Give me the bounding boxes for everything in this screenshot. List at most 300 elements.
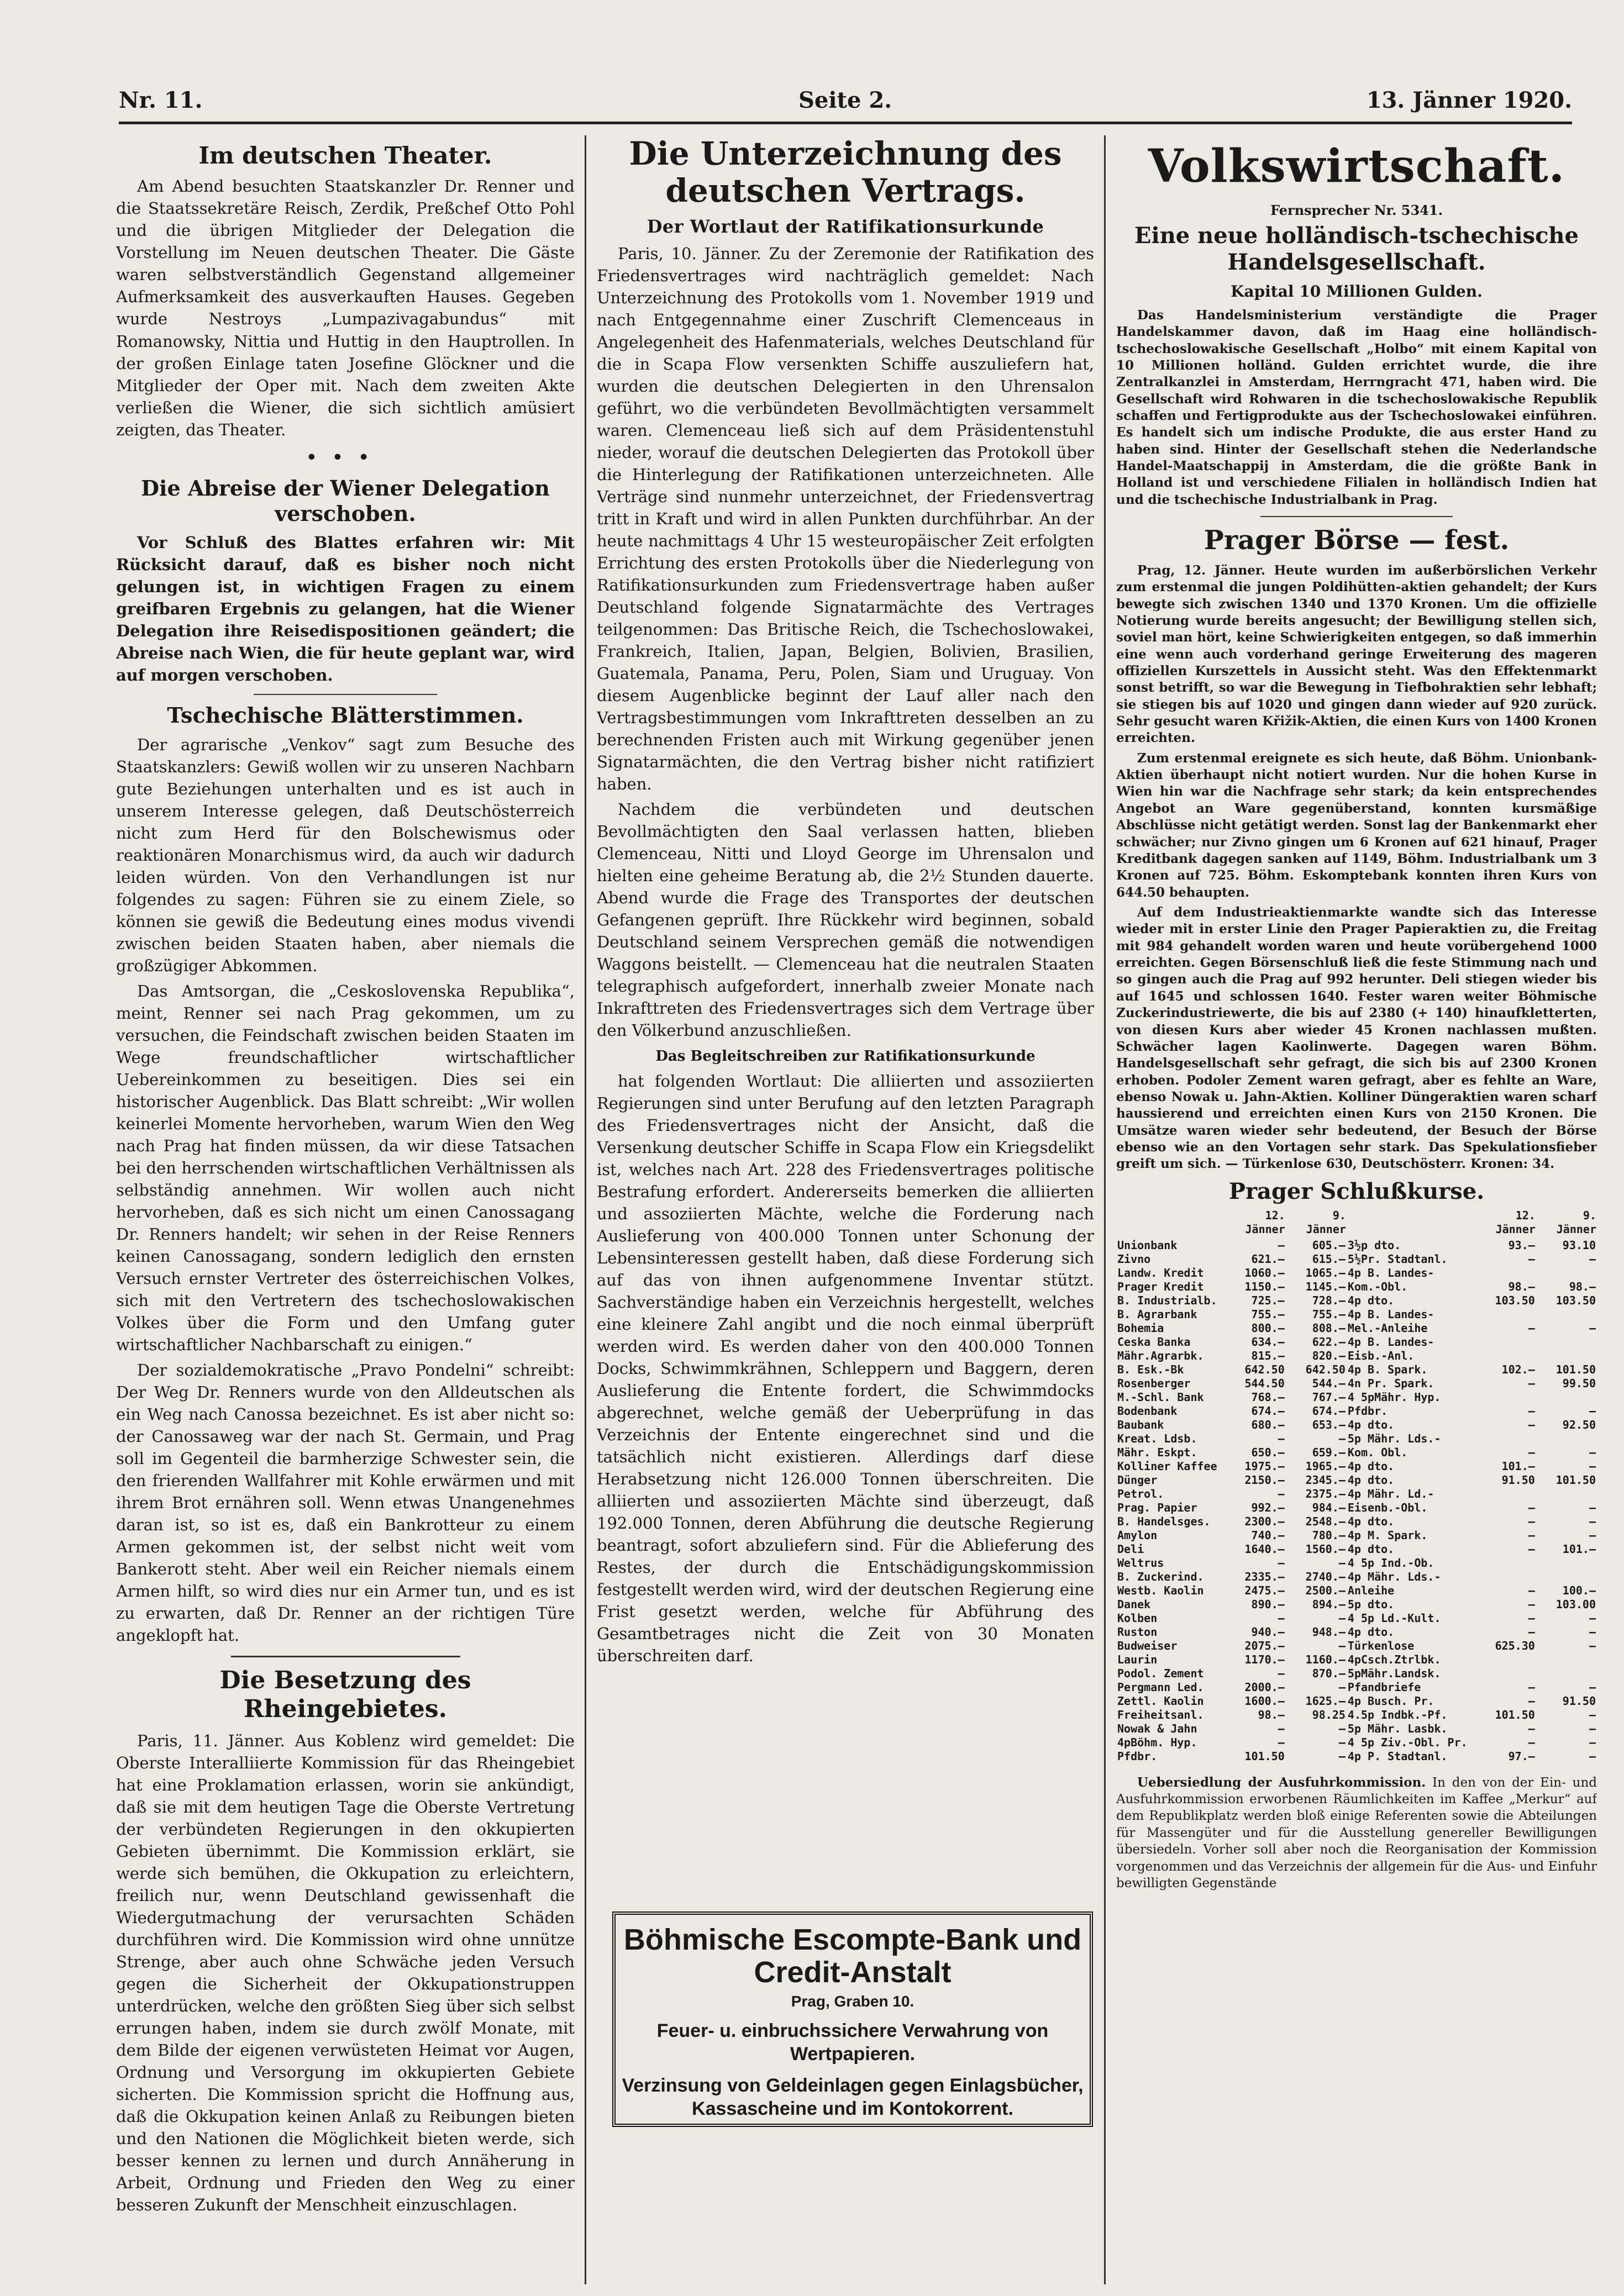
ad-bank-name: Böhmische Escompte-Bank und Credit-Anstalt (623, 1923, 1082, 1989)
table-cell: Eisenb.-Obl. (1347, 1500, 1428, 1514)
table-cell: — (1528, 1694, 1535, 1708)
table-cell: Ruston (1117, 1625, 1158, 1639)
table-cell: 890.— (1251, 1597, 1285, 1611)
column-left (116, 135, 575, 2284)
table-cell: 4p B. Landes- (1347, 1335, 1434, 1349)
table-cell: Rosenberger (1117, 1376, 1191, 1390)
table-cell: Kolben (1117, 1611, 1158, 1625)
table-cell: 101.50 (1555, 1362, 1596, 1376)
separator-dots: ••• (306, 447, 385, 467)
table-cell: Budweiser (1117, 1639, 1178, 1652)
table-cell: 755.— (1312, 1307, 1346, 1321)
table-cell: B. Industrialb. (1117, 1293, 1217, 1307)
table-cell: 4 5pMähr. Hyp. (1347, 1390, 1441, 1404)
table-cell: Pergmann Led. (1117, 1680, 1204, 1694)
table-cell: Türkenlose (1347, 1639, 1415, 1652)
article-text: Vor Schluß des Blattes erfahren wir: Mit Rücksicht darauf, daß es bisher noch nicht gelungen ist, in wichtigen Fragen zu einem greifbaren Ergebnis zu gelangen, hat die Wiener Delegation ihre Reisedispositionen geändert; die Abreise nach Wien, die für heute geplant war, wird auf morgen verschoben. (116, 533, 575, 685)
table-cell: 605.— (1312, 1238, 1346, 1252)
article-text: Zum erstenmal ereignete es sich heute, daß Böhm. Unionbank-Aktien überhaupt nicht notiert wurden. Nur die hohen Kurse in Wien hin war die Nachfrage sehr stark; da kein entsprechendes Angebot an Ware gegenüberstand, konnten kursmäßige Abschlüsse nicht getätigt werden. Sonst lag der Bankenmarkt eher schwächer; nur Zivno gingen um 6 Kronen auf 621 hinauf, Prager Kreditbank dagegen sanken auf 1149, Böhm. Industrialbank um 3 Kronen auf 725. Böhm. Eskomptebank konnten ihren Kurs von 644.50 behaupten. (1116, 750, 1597, 900)
article-title: Eine neue holländisch-tschechische Handelsgesellschaft. (1134, 223, 1579, 276)
table-row (1116, 1667, 1597, 1681)
article-text: Auf dem Industrieaktienmarkte wandte sich das Interesse wieder mit in erster Linie den Prager Papieraktien zu, die Freitag mit 984 gehandelt worden waren und heute vorübergehend 1000 erreichten. Gegen Börsenschluß ließ die feste Stimmung nach und so gingen auch die Prag auf 992 herunter. Deli stiegen wieder bis auf 1645 und schlossen 1640. Fester waren weiter Böhmische Zuckerindustriewerte, die bis auf 2380 (+ 140) hinaufkletterten, von diesen Kurs aber wieder 45 Kronen nachlassen mußten. Schwächer lagen Kaolinwerte. Dagegen waren Böhm. Handelsgesellschaft sehr gefragt, die sich bis auf 2300 Kronen erhoben. Podoler Zement waren gefragt, aber es fehlte an Ware, ebenso Nowak u. Jahn-Aktien. Kolliner Düngeraktien waren scharf haussierend und erreichten einen Kurs von 2150 Kronen. Die Umsätze waren wieder sehr bedeutend, der Besuch der Börse ebenso wie an den Vortagen sehr stark. Das Spekulationsfieber greift um sich. — Türkenlose 630, Deutschösterr. Kronen: 34. (1116, 904, 1597, 1172)
article-text: Der agrarische „Venkov“ sagt zum Besuche des Staatskanzlers: Gewiß wollen wir zu unseren Nachbarn gute Beziehungen unterhalten und es ist auch in unserem Interesse gelegen, daß Deutschösterreich nicht zum Herd für den Bolschewismus oder reaktionären Monarchismus wird, da auch wir dadurch leiden würden. Von den Verhandlungen ist nur folgendes zu sagen: Führen sie zu einem Ziele, so können sie gewiß die Bedeutung eines modus vivendi zwischen beiden Staaten haben, aber niemals die großzügiger Abkommen. (116, 735, 575, 976)
table-cell: B. Esk.-Bk (1117, 1362, 1184, 1376)
table-cell: 2375.— (1305, 1487, 1346, 1500)
table-cell: 4 5p Ziv.-Obl. Pr. (1347, 1735, 1468, 1749)
table-cell (1469, 1266, 1536, 1280)
table-cell: — (1528, 1680, 1535, 1694)
article-body: In den von der Ein- und Ausfuhrkommission erworbenen Räumlichkeiten im Kaffee „Merkur“ auf dem Republikplatz werden bloß einige Referenten sowie die Abteilungen für Massengüter und für die Ausstellung genereller Bewilligungen übersiedeln. Vorher soll aber noch die Reorganisation der Kommission vorgenommen und das Verzeichnis der allgemein für die Aus- und Einfuhr bewilligten Gegenstände (1116, 1775, 1597, 1890)
table-cell: — (1278, 1487, 1285, 1500)
table-cell: 2500.— (1305, 1583, 1346, 1597)
table-cell: 2475.— (1244, 1583, 1285, 1597)
quotes-table (1116, 1208, 1597, 1763)
table-cell: Nowak & Jahn (1117, 1721, 1197, 1735)
table-row (1116, 1625, 1597, 1639)
table-cell: 93.— (1508, 1238, 1535, 1252)
table-cell: 4p dto. (1347, 1473, 1395, 1487)
table-cell: 4 5p Ld.-Kult. (1347, 1611, 1441, 1625)
table-cell: 1625.— (1305, 1694, 1346, 1708)
table-cell: 3½p dto. (1347, 1238, 1401, 1252)
table-cell: 4p M. Spark. (1347, 1528, 1428, 1542)
table-cell: 622.— (1312, 1335, 1346, 1349)
article-title: Im deutschen Theater. (198, 142, 492, 169)
table-cell: 103.50 (1555, 1293, 1596, 1307)
table-cell: — (1528, 1597, 1535, 1611)
table-row (1116, 1529, 1597, 1542)
table-cell: — (1589, 1514, 1596, 1528)
table-cell: — (1278, 1431, 1285, 1445)
table-row (1116, 1460, 1597, 1473)
table-row (1116, 1612, 1597, 1625)
table-cell: Freiheitsanl. (1117, 1708, 1204, 1721)
table-cell: 680.— (1251, 1418, 1285, 1431)
table-row (1116, 1363, 1597, 1377)
table-cell: Kom. Obl. (1347, 1445, 1408, 1459)
ad-line: Verzinsung von Geldeinlagen gegen Einlagsbücher, Kassascheine und im Kontokorrent. (622, 2074, 1084, 2120)
table-cell: 728.— (1312, 1293, 1346, 1307)
table-cell: — (1589, 1528, 1596, 1542)
table-cell (1469, 1556, 1536, 1570)
section-title: Volkswirtschaft. (1148, 140, 1565, 193)
table-cell: 91.50 (1501, 1473, 1535, 1487)
table-cell: 653.— (1312, 1418, 1346, 1431)
article-text: Paris, 11. Jänner. Aus Koblenz wird gemeldet: Die Oberste Interalliierte Kommission für das Rheingebiet hat eine Proklamation erlassen, worin sie ankündigt, daß sie mit dem heutigen Tage die Oberste Vertretung der verbündeten Regierungen in den okkupierten Gebieten übernimmt. Die Kommission erklärt, sie werde sich bemühen, die Okkupation zu erleichtern, freilich nur, wenn Deutschland gewissenhaft die Wiedergutmachung der verursachten Schäden durchführen wird. Die Kommission wird ohne unnütze Strenge, aber auch ohne Schwäche jeden Versuch gegen die Sicherheit der Okkupationstruppen unterdrücken, welche den größten Sieg über sich selbst errungen haben, indem sie durch zwölf Monate, mit dem Bilde der eigenen verwüsteten Heimat vor Augen, Ordnung und Versorgung im okkupierten Gebiete sicherten. Die Kommission spricht die Hoffnung aus, daß die Okkupation keinen Anlaß zu Reibungen bieten und den Nationen die Möglichkeit bieten werde, sich besser kennen zu lernen und durch Annäherung in Arbeit, Ordnung und Frieden den Weg zu einer besseren Zukunft der Menschheit einzuschlagen. (116, 1731, 575, 2215)
table-row (1116, 1377, 1597, 1391)
table-cell: 4p dto. (1347, 1459, 1395, 1473)
table-cell: 1065.— (1305, 1266, 1346, 1279)
table-cell: — (1528, 1514, 1535, 1528)
table-row (1116, 1349, 1597, 1363)
table-cell: Anleihe (1347, 1583, 1395, 1597)
table-cell: — (1589, 1680, 1596, 1694)
table-cell: Laurin (1117, 1652, 1158, 1666)
table-cell: Eisb.-Anl. (1347, 1349, 1415, 1362)
table-row (1116, 1487, 1597, 1501)
table-cell: — (1589, 1708, 1596, 1721)
table-cell (1469, 1349, 1536, 1363)
table-cell: Ceska Banka (1117, 1335, 1191, 1349)
table-cell: 800.— (1251, 1321, 1285, 1335)
table-cell: — (1528, 1445, 1535, 1459)
table-cell: 1975.— (1244, 1459, 1285, 1473)
table-cell: 1170.— (1244, 1652, 1285, 1666)
table-cell: — (1528, 1500, 1535, 1514)
table-cell (1536, 1349, 1597, 1363)
table-cell: 4p dto. (1347, 1418, 1395, 1431)
table-row (1116, 1252, 1597, 1266)
table-row (1116, 1404, 1597, 1418)
table-row (1116, 1556, 1597, 1570)
table-cell: — (1338, 1611, 1346, 1625)
table-cell: — (1278, 1735, 1285, 1749)
table-cell: — (1338, 1639, 1346, 1652)
table-cell: — (1528, 1735, 1535, 1749)
table-cell: 4p Mähr. Ld.- (1347, 1487, 1434, 1500)
table-cell: 621.— (1251, 1252, 1285, 1266)
table-cell: 808.— (1312, 1321, 1346, 1335)
table-cell: 98.— (1508, 1279, 1535, 1293)
separator (231, 1656, 460, 1657)
table-cell: — (1528, 1528, 1535, 1542)
article-title: Die Abreise der Wiener Delegation verschoben. (141, 475, 550, 526)
table-cell: 100.— (1562, 1583, 1596, 1597)
table-cell: — (1338, 1721, 1346, 1735)
table-cell: Dünger (1117, 1473, 1158, 1487)
table-row (1116, 1639, 1597, 1653)
table-cell: 625.30 (1495, 1639, 1535, 1652)
table-cell: 4p B. Landes- (1347, 1266, 1434, 1279)
article-text: hat folgenden Wortlaut: Die alliierten und assoziierten Regierungen sind unter Berufung auf den letzten Paragraph des Friedensvertrages nicht der Ansicht, daß die Versenkung deutscher Schiffe in Scapa Flow ein Kriegsdelikt ist, welches nach Art. 228 des Friedensvertrages politische Bestrafung erfordert. Andererseits bemerken die alliierten und assoziierten Mächte, welche die Forderung nach Auslieferung von 400.000 Tonnen unter Schonung der Lebensinteressen gestellt haben, daß diese Forderung sich auf das von ihnen aufgenommene Inventar stützt. Sachverständige haben ein Verzeichnis hergestellt, welches eine kleinere Zahl angibt und die noch einmal überprüft werden wird. Es werden daher von den 400.000 Tonnen Docks, Schwimmkrähnen, Schleppern und Baggern, deren Auslieferung die Entente fordert, die Schwimmdocks abgerechnet, welche gemäß der Ueberprüfung in das Verzeichnis der Entente eingerechnet sind und die tatsächlich nicht existieren. Allerdings darf diese Herabsetzung nicht 126.000 Tonnen überschreiten. Die alliierten und assoziierten Mächte sind überzeugt, daß 192.000 Tonnen, deren Abführung die deutsche Regierung beantragt, sofort abzuliefern sind. Für die Ablieferung des Restes, der durch die Entschädigungskommission festgestellt werden wird, wird der deutschen Regierung eine Frist gesetzt werden, welche für Abführung des Gesamtbetrages nicht die Zeit von 30 Monaten überschreiten darf. (597, 1071, 1094, 1666)
table-row (1116, 1598, 1597, 1612)
table-cell: — (1589, 1625, 1596, 1639)
table-cell: — (1528, 1321, 1535, 1335)
table-cell: 544.— (1312, 1376, 1346, 1390)
table-cell: — (1338, 1749, 1346, 1763)
table-row (1116, 1308, 1597, 1321)
article-title: Prager Börse — fest. (1203, 525, 1510, 556)
article-text (1116, 1774, 1597, 1892)
table-cell: — (1589, 1611, 1596, 1625)
table-cell (1536, 1266, 1597, 1280)
table-cell: Prag. Papier (1117, 1500, 1197, 1514)
article-text: Der sozialdemokratische „Pravo Pondelni“ schreibt: Der Weg Dr. Renners wurde von den Alldeutschen als ein Weg nach Canossa bezeichnet. Es ist aber nicht so: der Canossaweg war der nach St. Germain, und Prag soll im Gegenteil die barmherzige Schwester sein, die den frierenden Wallfahrer mit Kohle erwärmen und mit ihrem Brot ernähren soll. Wenn etwas Unangenehmes daran ist, so ist es, daß ein Bankrotteur zu einem Armen gekommen ist, der selbst nicht weit vom Bankerott steht. Aber weil ein Reicher niemals einem Armen hilft, so wird dies nur ein Armer tun, und es ist zu erwarten, daß Dr. Renner an der richtigen Türe angeklopft hat. (116, 1361, 575, 1645)
issue-number: Nr. 11. (119, 87, 203, 113)
table-row (1116, 1239, 1597, 1252)
table-cell: — (1589, 1321, 1596, 1335)
table-cell: 650.— (1251, 1445, 1285, 1459)
table-cell: 4p dto. (1347, 1542, 1395, 1556)
table-row (1116, 1266, 1597, 1280)
table-cell: 5½Pr. Stadtanl. (1347, 1252, 1448, 1266)
article-text: Paris, 10. Jänner. Zu der Zeremonie der Ratifikation des Friedensvertrages wird nachträglich gemeldet: Nach Unterzeichnung des Protokolls vom 1. November 1919 und nach Entgegennahme einer Zuschrift Clemenceaus in Angelegenheit des Hafenmaterials, welches Deutschland für die in Scapa Flow versenkten Schiffe auszuliefern hat, wurden die deutschen Delegierten in den Uhrensalon geführt, wo die verbündeten Bevollmächtigten versammelt waren. Clemenceau ließ sich auf dem Präsidentenstuhl nieder, worauf die deutschen Delegierten das Protokoll über die Hinterlegung der Ratifikationen unterzeichneten. Alle Verträge sind nunmehr unterzeichnet, der Friedensvertrag tritt in Kraft und wird in allen Punkten durchführbar. An der heute nachmittags 4 Uhr 15 westeuropäischer Zeit erfolgten Errichtung des ersten Protokolls über die Niederlegung von Ratifikationsurkunden zum Friedensvertrage haben außer Deutschland folgende Signatarmächte des Vertrages teilgenommen: Das Britische Reich, die Tschechoslowakei, Frankreich, Italien, Japan, Belgien, Bolivien, Brasilien, Guatemala, Panama, Peru, Polen, Siam und Uruguay. Von diesem Augenblicke beginnt der Lauf aller nach den Vertragsbestimmungen vom Inkrafttreten desselben an zu berechnenden Fristen auch mit Wirkung gegenüber jenen Signatarmächten, die den Vertrag bisher nicht ratifiziert haben. (597, 244, 1094, 793)
table-cell: 820.— (1312, 1349, 1346, 1362)
bank-advertisement (612, 1911, 1093, 2127)
article-subtitle: Das Begleitschreiben zur Ratifikationsurkunde (655, 1048, 1036, 1065)
table-cell: Mel.-Anleihe (1347, 1321, 1428, 1335)
table-row (1116, 1418, 1597, 1432)
table-cell: 659.— (1312, 1445, 1346, 1459)
table-cell: — (1278, 1238, 1285, 1252)
table-cell: — (1589, 1735, 1596, 1749)
article-text: Prag, 12. Jänner. Heute wurden im außerbörslichen Verkehr zum erstenmal die jungen Poldihütten-aktien gehandelt; der Kurs bewegte sich zwischen 1340 und 1370 Kronen. Um die offizielle Notierung wurde bereits angesucht; der Bewilligung stellen sich, soviel man hört, keine Schwierigkeiten entgegen, so daß immerhin eine wenn auch vorderhand geringe Erweiterung des mageren offiziellen Kurszettels in Aussicht steht. Was den Effektenmarkt sonst betrifft, so war die Bewegung in Tiefbohraktien sehr lebhaft; sie stiegen bis auf 1020 und gingen dann wieder auf 920 zurück. Sehr gesucht waren Křižik-Aktien, die einen Kurs von 1400 Kronen erreichten. (1116, 562, 1597, 746)
table-cell: 2075.— (1244, 1639, 1285, 1652)
column-rule (585, 135, 586, 2284)
table-cell: — (1589, 1445, 1596, 1459)
table-row (1116, 1681, 1597, 1694)
quotes-column-header: 12. Jänner (1245, 1208, 1285, 1236)
table-row (1116, 1473, 1597, 1487)
table-cell: 2345.— (1305, 1473, 1346, 1487)
table-cell: Petrol. (1117, 1487, 1164, 1500)
table-cell: 4p P. Stadtanl. (1347, 1749, 1448, 1763)
table-cell: 5p Mähr. Lasbk. (1347, 1721, 1448, 1735)
table-cell: 870.— (1312, 1666, 1346, 1680)
table-cell: — (1278, 1611, 1285, 1625)
table-cell: 4 5p Ind.-Ob. (1347, 1556, 1434, 1570)
table-cell: 2150.— (1244, 1473, 1285, 1487)
table-cell: 99.50 (1562, 1376, 1596, 1390)
table-cell: 940.— (1251, 1625, 1285, 1639)
table-cell: 768.— (1251, 1390, 1285, 1404)
article-text: Am Abend besuchten Staatskanzler Dr. Renner und die Staatssekretäre Reisch, Zerdik, Preßchef Otto Pohl und die übrigen Mitglieder der Delegation die Vorstellung im Neuen deutschen Theater. Die Gäste waren selbstverständlich Gegenstand allgemeiner Aufmerksamkeit des ausverkauften Hauses. Gegeben wurde Nestroys „Lumpazivagabundus“ mit Romanowsky, Nittia und Huttig in den Hauptrollen. In der großen Einlage taten Josefine Glöckner und die Mitglieder der Oper mit. Nach dem zweiten Akte verließen die Wiener, die sich sichtlich amüsiert zeigten, das Theater. (116, 177, 575, 439)
table-cell: 4p B. Landes- (1347, 1307, 1434, 1321)
table-cell: — (1528, 1252, 1535, 1266)
table-row (1116, 1736, 1597, 1750)
table-cell: 91.50 (1562, 1694, 1596, 1708)
table-cell (1536, 1653, 1597, 1667)
table-cell: — (1589, 1500, 1596, 1514)
table-cell: 4p dto. (1347, 1293, 1395, 1307)
table-cell: 97.— (1508, 1749, 1535, 1763)
table-cell (1536, 1432, 1597, 1446)
table-cell: 2740.— (1305, 1570, 1346, 1583)
table-cell: 4.5p Indbk.-Pf. (1347, 1708, 1448, 1721)
table-cell: — (1589, 1459, 1596, 1473)
table-cell: 5pMähr.Landsk. (1347, 1666, 1441, 1680)
separator (1260, 516, 1453, 517)
table-cell: — (1528, 1583, 1535, 1597)
table-cell: 2000.— (1244, 1680, 1285, 1694)
table-cell: — (1338, 1735, 1346, 1749)
table-cell: — (1278, 1721, 1285, 1735)
article-text: Das Amtsorgan, die „Ceskoslovenska Republika“, meint, Renner sei nach Prag gekommen, um zu versuchen, die Feindschaft zwischen beiden Staaten im Wege freundschaftlicher wirtschaftlicher Uebereinkommen zu beseitigen. Dies sei ein historischer Augenblick. Das Blatt schreibt: „Wir wollen keinerlei Momente hervorheben, warum Wien den Weg nach Prag hat finden müssen, da wir diese Tatsachen bei den herrschenden wirtschaftlichen Verhältnissen als selbständig annehmen. Wir wollen auch nicht hervorheben, daß es sich nicht um einen Canossagang Dr. Renners handelt; wir sehen in der Reise Renners keinen Canossagang, sondern lediglich den ernsten Versuch ernster Vertreter des österreichischen Volkes, sich mit den Vertretern des tschechoslowakischen Volkes über die Form und den Umfang guter wirtschaftlicher Nachbarschaft zu einigen.“ (116, 982, 575, 1355)
table-cell: Zettl. Kaolin (1117, 1694, 1204, 1708)
table-cell: Danek (1117, 1597, 1151, 1611)
table-cell: Zivno (1117, 1252, 1151, 1266)
column-rule (1104, 135, 1106, 2284)
table-cell: — (1338, 1556, 1346, 1570)
table-row (1116, 1280, 1597, 1294)
table-cell: 767.— (1312, 1390, 1346, 1404)
table-cell: 5p dto. (1347, 1597, 1395, 1611)
table-cell: Kreat. Ldsb. (1117, 1431, 1197, 1445)
phone-number: Fernsprecher Nr. 5341. (1270, 202, 1443, 219)
table-cell: Baubank (1117, 1418, 1164, 1431)
table-cell (1469, 1432, 1536, 1446)
table-cell (1469, 1335, 1536, 1349)
table-cell: Weltrus (1117, 1556, 1164, 1570)
table-cell: 780.— (1312, 1528, 1346, 1542)
table-cell (1536, 1391, 1597, 1404)
table-cell: B. Agrarbank (1117, 1307, 1197, 1321)
table-cell: 948.— (1312, 1625, 1346, 1639)
quotes-column-header: 9. Jänner (1556, 1208, 1596, 1236)
column-middle (597, 135, 1094, 2025)
table-cell: 4n Pr. Spark. (1347, 1376, 1434, 1390)
page-header (119, 83, 1572, 124)
article-title: Die Unterzeichnung des deutschen Vertrags. (629, 135, 1062, 209)
table-cell: — (1589, 1721, 1596, 1735)
article-subtitle: Der Wortlaut der Ratifikationsurkunde (647, 216, 1044, 238)
table-cell: — (1528, 1721, 1535, 1735)
table-cell: 642.50 (1305, 1362, 1346, 1376)
table-cell: Westb. Kaolin (1117, 1583, 1204, 1597)
table-cell: — (1589, 1749, 1596, 1763)
table-row (1116, 1694, 1597, 1708)
table-cell: 544.50 (1244, 1376, 1285, 1390)
column-right (1116, 135, 1597, 2284)
table-cell: 2548.— (1305, 1514, 1346, 1528)
table-row (1116, 1294, 1597, 1308)
table-row (1116, 1722, 1597, 1736)
table-cell: 4pCsch.Ztrlbk. (1347, 1652, 1441, 1666)
table-cell: Bohemia (1117, 1321, 1164, 1335)
table-cell: 1060.— (1244, 1266, 1285, 1279)
table-cell: 4p Busch. Pr. (1347, 1694, 1434, 1708)
table-cell: — (1528, 1611, 1535, 1625)
table-cell: 101.50 (1555, 1473, 1596, 1487)
table-cell: 642.50 (1244, 1362, 1285, 1376)
table-cell: 815.— (1251, 1349, 1285, 1362)
table-cell: 4p B. Spark. (1347, 1362, 1428, 1376)
quotes-column-header: 12. Jänner (1495, 1208, 1536, 1236)
table-cell: — (1528, 1376, 1535, 1390)
table-cell: 4p Mähr. Lds.- (1347, 1570, 1441, 1583)
table-cell: 1640.— (1244, 1542, 1285, 1556)
table-cell: Kom.-Obl. (1347, 1279, 1408, 1293)
table-cell: 894.— (1312, 1597, 1346, 1611)
table-cell: Deli (1117, 1542, 1144, 1556)
table-row (1116, 1708, 1597, 1722)
table-cell: Amylon (1117, 1528, 1158, 1542)
table-cell: 725.— (1251, 1293, 1285, 1307)
table-cell (1536, 1667, 1597, 1681)
page-number: Seite 2. (798, 87, 892, 113)
article-title: Tschechische Blätterstimmen. (167, 703, 524, 728)
table-cell: M.-Schl. Bank (1117, 1390, 1204, 1404)
quotes-title: Prager Schlußkurse. (1228, 1178, 1485, 1204)
table-row (1116, 1653, 1597, 1667)
table-cell: 755.— (1251, 1307, 1285, 1321)
table-cell: 101.50 (1244, 1749, 1285, 1763)
table-cell: — (1589, 1252, 1596, 1266)
separator (254, 694, 437, 695)
quotes-column-header: 9. Jänner (1306, 1208, 1346, 1236)
table-cell: — (1528, 1542, 1535, 1556)
table-cell: 1145.— (1305, 1279, 1346, 1293)
table-cell: B. Zuckerind. (1117, 1570, 1204, 1583)
table-cell: 93.10 (1562, 1238, 1596, 1252)
table-cell (1469, 1391, 1536, 1404)
table-cell: Prager Kredit (1117, 1279, 1204, 1293)
table-cell: 1965.— (1305, 1459, 1346, 1473)
table-cell: 740.— (1251, 1528, 1285, 1542)
table-cell: Kolliner Kaffee (1117, 1459, 1217, 1473)
article-text: Das Handelsministerium verständigte die Prager Handelskammer davon, daß im Haag eine holländisch-tschechoslowakische Gesellschaft „Holbo“ mit einem Kapital von 10 Millionen holländ. Gulden errichtet wurde, die ihre Zentralkanzlei in Amsterdam, Herrngracht 471, haben wird. Die Gesellschaft wird Rohwaren in die tschechoslowakische Republik schaffen und Fertigprodukte aus der Tschechoslowakei einführen. Es handelt sich um indische Produkte, die aus erster Hand zu haben sind. Hinter der Gesellschaft stehen die Nederlandsche Handel-Maatschappij in Amsterdam, die die größte Bank in Holland ist und verschiedene Filialen in holländisch Indien hat und die tschechische Industrialbank in Prag. (1116, 307, 1597, 507)
table-cell: 674.— (1312, 1404, 1346, 1418)
article-lead: Uebersiedlung der Ausfuhrkommission. (1137, 1774, 1426, 1790)
article-subtitle: Kapital 10 Millionen Gulden. (1231, 282, 1483, 301)
table-cell: 101.— (1501, 1459, 1535, 1473)
table-cell: 992.— (1251, 1500, 1285, 1514)
table-cell (1469, 1667, 1536, 1681)
table-cell (1536, 1335, 1597, 1349)
table-cell: 101.50 (1495, 1708, 1535, 1721)
table-cell: Landw. Kredit (1117, 1266, 1204, 1279)
table-cell: 634.— (1251, 1335, 1285, 1349)
table-cell: — (1278, 1556, 1285, 1570)
table-cell: Bodenbank (1117, 1404, 1178, 1418)
table-cell: — (1589, 1404, 1596, 1418)
table-cell: 98.— (1569, 1279, 1596, 1293)
table-cell: 674.— (1251, 1404, 1285, 1418)
table-cell (1536, 1556, 1597, 1570)
article-text: Nachdem die verbündeten und deutschen Bevollmächtigten den Saal verlassen hatten, blieben Clemenceau, Nitti und Lloyd George im Uhrensalon und hielten eine geheime Beratung ab, die 2½ Stunden dauerte. Abend wurde die Frage des Transportes der deutschen Gefangenen geprüft. Ihre Rückkehr wird beginnen, sobald Deutschland seinem Versprechen gemäß die notwendigen Waggons beistellt. — Clemenceau hat die neutralen Staaten telegraphisch aufgefordert, innerhalb zweier Monate nach Inkrafttreten des Friedensvertrages sich dem Vertrage über den Völkerbund anzuschließen. (597, 799, 1094, 1040)
table-cell: — (1338, 1431, 1346, 1445)
table-row (1116, 1432, 1597, 1446)
table-cell: 92.50 (1562, 1418, 1596, 1431)
table-row (1116, 1321, 1597, 1335)
table-row (1116, 1501, 1597, 1515)
table-cell (1469, 1487, 1536, 1501)
table-cell: Pfandbriefe (1347, 1680, 1421, 1694)
table-cell: — (1278, 1666, 1285, 1680)
table-cell: 1160.— (1305, 1652, 1346, 1666)
table-cell (1469, 1308, 1536, 1321)
table-cell: 98.— (1258, 1708, 1285, 1721)
table-cell: Unionbank (1117, 1238, 1178, 1252)
table-cell: 103.50 (1495, 1293, 1535, 1307)
table-row (1116, 1391, 1597, 1404)
table-row (1116, 1542, 1597, 1556)
table-cell (1536, 1570, 1597, 1584)
table-cell: B. Handelsges. (1117, 1514, 1211, 1528)
table-cell: — (1528, 1404, 1535, 1418)
table-cell: 102.— (1501, 1362, 1535, 1376)
table-cell: — (1528, 1418, 1535, 1431)
table-cell: 4p dto. (1347, 1514, 1395, 1528)
ad-line: Feuer- u. einbruchssichere Verwahrung von Wertpapieren. (656, 2020, 1049, 2065)
table-cell: 1560.— (1305, 1542, 1346, 1556)
table-cell: 2335.— (1244, 1570, 1285, 1583)
table-row (1116, 1750, 1597, 1763)
table-cell: — (1528, 1625, 1535, 1639)
table-row (1116, 1570, 1597, 1584)
table-cell: 4pBöhm. Hyp. (1117, 1735, 1197, 1749)
table-cell: 5p Mähr. Lds.- (1347, 1431, 1441, 1445)
table-cell: 4p dto. (1347, 1625, 1395, 1639)
table-cell (1469, 1653, 1536, 1667)
table-row (1116, 1335, 1597, 1349)
table-cell: 2300.— (1244, 1514, 1285, 1528)
table-cell: Pfdbr. (1347, 1404, 1388, 1418)
table-cell: 1150.— (1244, 1279, 1285, 1293)
table-row (1116, 1515, 1597, 1529)
table-cell: 615.— (1312, 1252, 1346, 1266)
table-cell: Pfdbr. (1117, 1749, 1158, 1763)
